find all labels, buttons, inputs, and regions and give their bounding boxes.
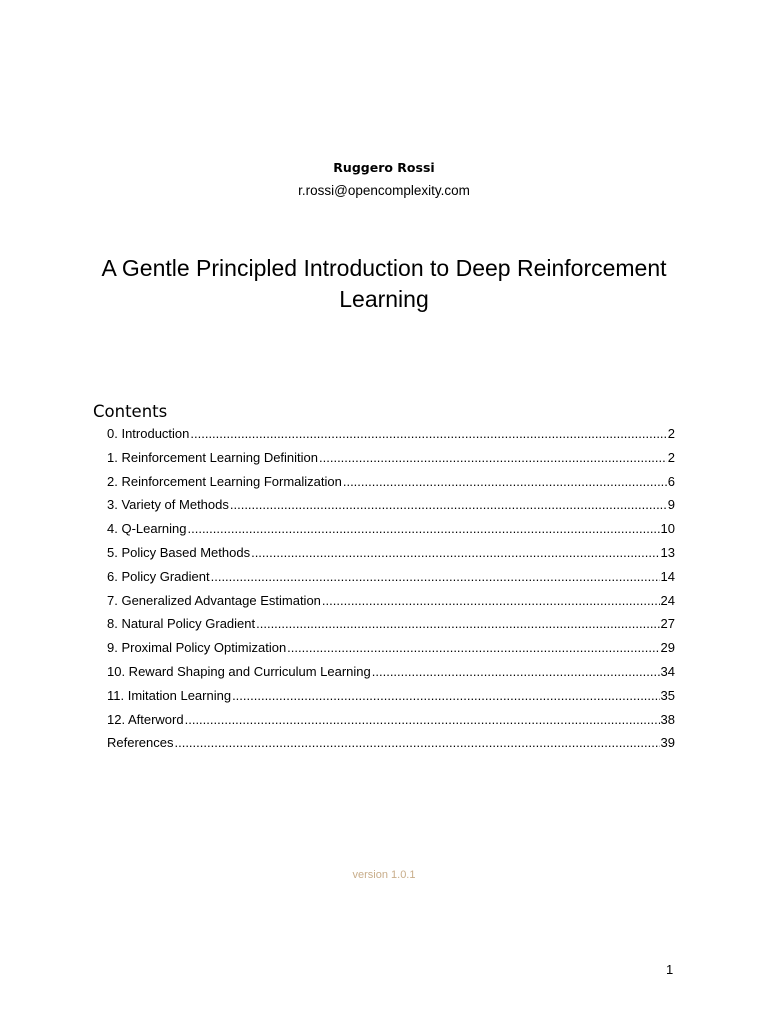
toc-entry[interactable] bbox=[107, 519, 675, 543]
toc-entry-page: 39 bbox=[660, 735, 675, 751]
toc-entry-page: 2 bbox=[667, 449, 675, 465]
toc-entry-label: 12. Afterword bbox=[107, 711, 184, 727]
toc-dot-leader bbox=[319, 448, 667, 468]
toc-entry-page: 34 bbox=[660, 663, 675, 679]
toc-entry-page: 9 bbox=[667, 497, 675, 513]
toc-entry[interactable] bbox=[107, 448, 675, 472]
toc-entry[interactable] bbox=[107, 472, 675, 496]
author-name: Ruggero Rossi bbox=[333, 160, 435, 175]
toc-dot-leader bbox=[256, 614, 659, 634]
toc-dot-leader bbox=[185, 710, 660, 730]
toc-dot-leader bbox=[343, 472, 667, 492]
toc-entry[interactable] bbox=[107, 686, 675, 710]
toc-dot-leader bbox=[287, 638, 659, 658]
toc-entry-label: 11. Imitation Learning bbox=[107, 687, 232, 703]
toc-entry[interactable] bbox=[107, 591, 675, 615]
toc-entry[interactable] bbox=[107, 662, 675, 686]
toc-entry-label: 1. Reinforcement Learning Definition bbox=[107, 449, 319, 465]
contents-heading: Contents bbox=[93, 402, 168, 421]
version-label: version 1.0.1 bbox=[352, 869, 416, 881]
toc-entry[interactable] bbox=[107, 424, 675, 448]
toc-entry-page: 2 bbox=[667, 426, 675, 441]
toc-entry[interactable] bbox=[107, 733, 675, 757]
toc-entry-label: References bbox=[107, 735, 174, 751]
toc-dot-leader bbox=[230, 495, 667, 515]
toc-entry-page: 35 bbox=[660, 687, 675, 703]
toc-entry-label: 3. Variety of Methods bbox=[107, 497, 229, 513]
toc-dot-leader bbox=[211, 567, 660, 587]
toc-entry-label: 4. Q-Learning bbox=[107, 521, 187, 537]
toc-entry-label: 6. Policy Gradient bbox=[107, 568, 210, 584]
toc-entry-label: 7. Generalized Advantage Estimation bbox=[107, 592, 321, 608]
toc-entry[interactable] bbox=[107, 567, 675, 591]
table-of-contents bbox=[107, 424, 675, 757]
toc-dot-leader bbox=[372, 662, 660, 682]
toc-entry[interactable] bbox=[107, 710, 675, 734]
toc-entry-page: 24 bbox=[660, 592, 675, 608]
toc-entry-label: 0. Introduction bbox=[107, 426, 190, 441]
toc-entry-label: 10. Reward Shaping and Curriculum Learning bbox=[107, 663, 371, 679]
toc-dot-leader bbox=[190, 424, 666, 444]
toc-entry-label: 2. Reinforcement Learning Formalization bbox=[107, 473, 342, 489]
toc-entry-label: 9. Proximal Policy Optimization bbox=[107, 640, 287, 656]
toc-entry-page: 13 bbox=[660, 544, 675, 560]
toc-entry-page: 27 bbox=[660, 616, 675, 632]
toc-entry-page: 38 bbox=[660, 711, 675, 727]
toc-entry[interactable] bbox=[107, 638, 675, 662]
toc-entry-label: 5. Policy Based Methods bbox=[107, 544, 251, 560]
toc-entry-page: 29 bbox=[660, 640, 675, 656]
toc-dot-leader bbox=[174, 733, 659, 753]
toc-dot-leader bbox=[251, 543, 659, 563]
toc-dot-leader bbox=[188, 519, 660, 539]
toc-dot-leader bbox=[232, 686, 659, 706]
toc-dot-leader bbox=[322, 591, 660, 611]
toc-entry[interactable] bbox=[107, 495, 675, 519]
page-number: 1 bbox=[666, 962, 674, 977]
document-title: A Gentle Principled Introduction to Deep Reinforcement Learning bbox=[101, 255, 667, 312]
author-email: r.rossi@opencomplexity.com bbox=[298, 183, 470, 198]
toc-entry-label: 8. Natural Policy Gradient bbox=[107, 616, 256, 632]
toc-entry-page: 6 bbox=[667, 473, 675, 489]
toc-entry[interactable] bbox=[107, 543, 675, 567]
toc-entry[interactable] bbox=[107, 614, 675, 638]
toc-entry-page: 10 bbox=[660, 521, 675, 537]
toc-entry-page: 14 bbox=[660, 568, 675, 584]
